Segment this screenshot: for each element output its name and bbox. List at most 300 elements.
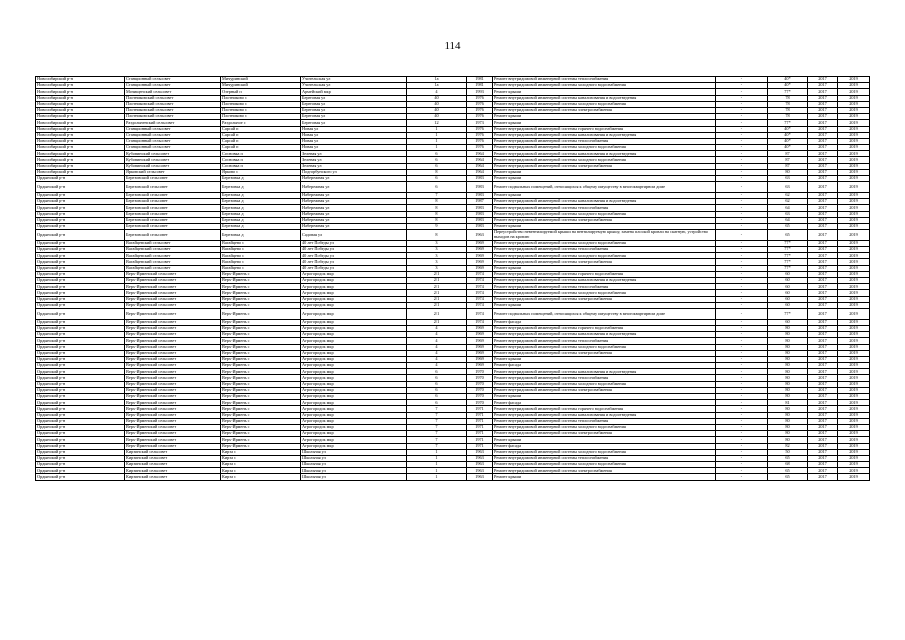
year-cell: 1976 (467, 101, 493, 107)
district-cell: Новосибирский р-н (36, 114, 125, 120)
settlement-cell: Вагайцево с (221, 259, 301, 265)
year-cell: 1970 (467, 381, 493, 387)
settlement-cell: Ярково с (221, 169, 301, 175)
district-cell: Ордынский р-н (36, 468, 125, 474)
wear-cell: 40* (768, 77, 808, 83)
year-cell: 1963 (467, 474, 493, 480)
year-cell: 1963 (467, 230, 493, 241)
cost-cell: - (716, 182, 768, 193)
end-year-cell: 2019 (838, 431, 870, 437)
municipality-cell: Верх-Ирменский сельсовет (125, 278, 221, 284)
year-cell: 1964 (467, 151, 493, 157)
end-year-cell: 2019 (838, 474, 870, 480)
house-cell: 40 (407, 101, 467, 107)
start-year-cell: 2017 (808, 77, 838, 83)
district-cell: Ордынский р-н (36, 325, 125, 331)
end-year-cell: 2019 (838, 132, 870, 138)
end-year-cell: 2019 (838, 182, 870, 193)
wear-cell: 77* (768, 240, 808, 246)
start-year-cell: 2017 (808, 247, 838, 253)
street-cell: Береговая ул (301, 114, 407, 120)
settlement-cell: Березовка д (221, 199, 301, 205)
settlement-cell: Верх-Ирмень с (221, 356, 301, 362)
work-type-cell: Ремонт крыши (493, 169, 716, 175)
end-year-cell: 2019 (838, 211, 870, 217)
start-year-cell: 2017 (808, 199, 838, 205)
municipality-cell: Верх-Ирменский сельсовет (125, 369, 221, 375)
work-type-cell: Ремонт крыши (493, 474, 716, 480)
cost-cell: - (716, 394, 768, 400)
municipality-cell: Березовский сельсовет (125, 211, 221, 217)
settlement-cell: Березовка д (221, 211, 301, 217)
settlement-cell: Вагайцево с (221, 247, 301, 253)
house-cell: 3 (407, 247, 467, 253)
house-cell: 6 (407, 400, 467, 406)
cost-cell: - (716, 95, 768, 101)
street-cell: 40 лет Победы ул (301, 259, 407, 265)
year-cell: 1973 (467, 120, 493, 126)
start-year-cell: 2017 (808, 424, 838, 430)
house-cell: 1 (407, 138, 467, 144)
year-cell: 1971 (467, 443, 493, 449)
district-cell: Ордынский р-н (36, 338, 125, 344)
wear-cell: 78 (768, 95, 808, 101)
work-type-cell: Ремонт крыши (493, 89, 716, 95)
municipality-cell: Березовский сельсовет (125, 199, 221, 205)
end-year-cell: 2019 (838, 278, 870, 284)
house-cell: 6 (407, 387, 467, 393)
street-cell: Агрогородок мкр (301, 394, 407, 400)
wear-cell: 63 (768, 182, 808, 193)
end-year-cell: 2019 (838, 369, 870, 375)
start-year-cell: 2017 (808, 443, 838, 449)
start-year-cell: 2017 (808, 369, 838, 375)
settlement-cell: Кирза с (221, 449, 301, 455)
work-type-cell: Ремонт внутридомовой инженерной системы холодного водоснабжения (493, 344, 716, 350)
municipality-cell: Кубовинский сельсовет (125, 163, 221, 169)
work-type-cell: Ремонт крыши (493, 223, 716, 229)
work-type-cell: Ремонт внутридомовой инженерной системы канализования и водоотведения (493, 369, 716, 375)
street-cell: Новая ул (301, 145, 407, 151)
wear-cell: 87 (768, 157, 808, 163)
start-year-cell: 2017 (808, 437, 838, 443)
street-cell: Агрогородок мкр (301, 308, 407, 319)
municipality-cell: Верх-Ирменский сельсовет (125, 344, 221, 350)
year-cell: 1970 (467, 394, 493, 400)
cost-cell: - (716, 424, 768, 430)
street-cell: Агрогородок мкр (301, 284, 407, 290)
settlement-cell: Кирза с (221, 474, 301, 480)
wear-cell: 80 (768, 369, 808, 375)
end-year-cell: 2019 (838, 387, 870, 393)
cost-cell: - (716, 437, 768, 443)
cost-cell: - (716, 253, 768, 259)
district-cell: Ордынский р-н (36, 375, 125, 381)
district-cell: Ордынский р-н (36, 211, 125, 217)
settlement-cell: Плотниково с (221, 95, 301, 101)
settlement-cell: Верх-Ирмень с (221, 387, 301, 393)
start-year-cell: 2017 (808, 455, 838, 461)
municipality-cell: Березовский сельсовет (125, 217, 221, 223)
capital-repair-table (35, 76, 870, 481)
street-cell: Агрогородок мкр (301, 363, 407, 369)
district-cell: Ордынский р-н (36, 290, 125, 296)
district-cell: Ордынский р-н (36, 278, 125, 284)
year-cell: 1981 (467, 77, 493, 83)
wear-cell: 80 (768, 356, 808, 362)
district-cell: Ордынский р-н (36, 394, 125, 400)
end-year-cell: 2019 (838, 394, 870, 400)
end-year-cell: 2019 (838, 363, 870, 369)
end-year-cell: 2019 (838, 344, 870, 350)
settlement-cell: Верх-Ирмень с (221, 400, 301, 406)
cost-cell: - (716, 230, 768, 241)
end-year-cell: 2019 (838, 350, 870, 356)
settlement-cell: Сарсай п (221, 132, 301, 138)
house-cell: 6 (407, 381, 467, 387)
house-cell: 7 (407, 418, 467, 424)
settlement-cell: Верх-Ирмень с (221, 271, 301, 277)
wear-cell: 63 (768, 176, 808, 182)
start-year-cell: 2017 (808, 176, 838, 182)
cost-cell: - (716, 259, 768, 265)
cost-cell: - (716, 462, 768, 468)
house-cell: 40 (407, 95, 467, 101)
end-year-cell: 2019 (838, 199, 870, 205)
cost-cell: - (716, 387, 768, 393)
wear-cell: 87 (768, 163, 808, 169)
municipality-cell: Верх-Ирменский сельсовет (125, 325, 221, 331)
settlement-cell: Сарсай п (221, 138, 301, 144)
year-cell: 1971 (467, 424, 493, 430)
work-type-cell: Ремонт внутридомовой инженерной системы горячего водоснабжения (493, 406, 716, 412)
start-year-cell: 2017 (808, 412, 838, 418)
year-cell: 1969 (467, 356, 493, 362)
settlement-cell: Верх-Ирмень с (221, 412, 301, 418)
house-cell: 7 (407, 431, 467, 437)
settlement-cell: Верх-Ирмень с (221, 406, 301, 412)
municipality-cell: Кубовинский сельсовет (125, 151, 221, 157)
house-cell: 1а (407, 83, 467, 89)
year-cell: 1987 (467, 199, 493, 205)
wear-cell: 40* (768, 145, 808, 151)
start-year-cell: 2017 (808, 240, 838, 246)
district-cell: Новосибирский р-н (36, 107, 125, 113)
end-year-cell: 2019 (838, 151, 870, 157)
end-year-cell: 2019 (838, 138, 870, 144)
start-year-cell: 2017 (808, 205, 838, 211)
settlement-cell: Верх-Ирмень с (221, 363, 301, 369)
street-cell: Агрогородок мкр (301, 302, 407, 308)
start-year-cell: 2017 (808, 474, 838, 480)
work-type-cell: Ремонт фасада (493, 443, 716, 449)
municipality-cell: Березовский сельсовет (125, 223, 221, 229)
cost-cell: - (716, 431, 768, 437)
start-year-cell: 2017 (808, 192, 838, 198)
end-year-cell: 2019 (838, 400, 870, 406)
year-cell: 1976 (467, 132, 493, 138)
start-year-cell: 2017 (808, 284, 838, 290)
cost-cell: - (716, 350, 768, 356)
end-year-cell: 2019 (838, 217, 870, 223)
house-cell: 6 (407, 163, 467, 169)
work-type-cell: Ремонт внутридомовой инженерной системы канализования и водоотведения (493, 132, 716, 138)
municipality-cell: Верх-Ирменский сельсовет (125, 418, 221, 424)
wear-cell: 65 (768, 455, 808, 461)
settlement-cell: Кирза с (221, 455, 301, 461)
year-cell: 1969 (467, 259, 493, 265)
cost-cell: - (716, 145, 768, 151)
wear-cell: 40* (768, 138, 808, 144)
work-type-cell: Ремонт внутридомовой инженерной системы канализования и водоотведения (493, 278, 716, 284)
year-cell: 1969 (467, 363, 493, 369)
settlement-cell: Плотниково с (221, 114, 301, 120)
house-cell: 6 (407, 176, 467, 182)
district-cell: Ордынский р-н (36, 205, 125, 211)
street-cell: Береговая ул (301, 120, 407, 126)
start-year-cell: 2017 (808, 83, 838, 89)
house-cell: 1 (407, 474, 467, 480)
settlement-cell: Верх-Ирмень с (221, 350, 301, 356)
district-cell: Ордынский р-н (36, 308, 125, 319)
wear-cell: 60 (768, 296, 808, 302)
district-cell: Ордынский р-н (36, 319, 125, 325)
house-cell: 3 (407, 265, 467, 271)
wear-cell: 60 (768, 302, 808, 308)
street-cell: Агрогородок мкр (301, 338, 407, 344)
settlement-cell: Верх-Ирмень с (221, 338, 301, 344)
wear-cell: 77* (768, 89, 808, 95)
street-cell: Новая ул (301, 138, 407, 144)
year-cell: 1981 (467, 83, 493, 89)
year-cell: 1974 (467, 319, 493, 325)
street-cell: Агрогородок мкр (301, 437, 407, 443)
start-year-cell: 2017 (808, 400, 838, 406)
work-type-cell: Ремонт крыши (493, 265, 716, 271)
end-year-cell: 2019 (838, 356, 870, 362)
wear-cell: 77* (768, 120, 808, 126)
cost-cell: - (716, 192, 768, 198)
street-cell: Агрогородок мкр (301, 296, 407, 302)
table-row (36, 182, 870, 193)
cost-cell: - (716, 120, 768, 126)
work-type-cell: Переустройство невентилируемой крыши на вентилируемую крышу, замена плоской кровли на скатную, устройство выходов на кровлю (493, 230, 716, 241)
house-cell: 4 (407, 332, 467, 338)
house-cell: 4 (407, 363, 467, 369)
municipality-cell: Мочищенский сельсовет (125, 89, 221, 95)
street-cell: Зеленая ул (301, 163, 407, 169)
cost-cell: - (716, 406, 768, 412)
cost-cell: - (716, 443, 768, 449)
start-year-cell: 2017 (808, 217, 838, 223)
district-cell: Ордынский р-н (36, 381, 125, 387)
year-cell: 1974 (467, 302, 493, 308)
year-cell: 1974 (467, 290, 493, 296)
municipality-cell: Раздольненский сельсовет (125, 120, 221, 126)
cost-cell: - (716, 101, 768, 107)
wear-cell: 50 (768, 449, 808, 455)
municipality-cell: Верх-Ирменский сельсовет (125, 308, 221, 319)
district-cell: Ордынский р-н (36, 424, 125, 430)
work-type-cell: Ремонт внутридомовой инженерной системы теплоснабжения (493, 455, 716, 461)
district-cell: Новосибирский р-н (36, 120, 125, 126)
year-cell: 1963 (467, 468, 493, 474)
settlement-cell: Верх-Ирмень с (221, 332, 301, 338)
street-cell: Агрогородок мкр (301, 271, 407, 277)
district-cell: Новосибирский р-н (36, 138, 125, 144)
settlement-cell: Верх-Ирмень с (221, 437, 301, 443)
work-type-cell: Ремонт внутридомовой инженерной системы электроснабжения (493, 259, 716, 265)
settlement-cell: Сосновка п (221, 151, 301, 157)
house-cell: 7 (407, 412, 467, 418)
house-cell: 1 (407, 449, 467, 455)
work-type-cell: Ремонт внутридомовой инженерной системы электроснабжения (493, 350, 716, 356)
year-cell: 1976 (467, 138, 493, 144)
start-year-cell: 2017 (808, 296, 838, 302)
district-cell: Ордынский р-н (36, 406, 125, 412)
wear-cell: 80 (768, 325, 808, 331)
municipality-cell: Плотниковский сельсовет (125, 95, 221, 101)
start-year-cell: 2017 (808, 290, 838, 296)
settlement-cell: Вагайцево с (221, 240, 301, 246)
work-type-cell: Ремонт внутридомовой инженерной системы канализования и водоотведения (493, 412, 716, 418)
street-cell: Набережная ул (301, 211, 407, 217)
work-type-cell: Ремонт внутридомовой инженерной системы теплоснабжения (493, 138, 716, 144)
cost-cell: - (716, 138, 768, 144)
wear-cell: 77* (768, 253, 808, 259)
end-year-cell: 2019 (838, 259, 870, 265)
street-cell: Учительская ул (301, 77, 407, 83)
cost-cell: - (716, 381, 768, 387)
cost-cell: - (716, 132, 768, 138)
work-type-cell: Ремонт крыши (493, 356, 716, 362)
start-year-cell: 2017 (808, 302, 838, 308)
house-cell: 7 (407, 192, 467, 198)
wear-cell: 68 (768, 462, 808, 468)
street-cell: Набережная ул (301, 182, 407, 193)
settlement-cell: Раздольное с (221, 120, 301, 126)
end-year-cell: 2019 (838, 455, 870, 461)
year-cell: 1983 (467, 223, 493, 229)
year-cell: 1976 (467, 145, 493, 151)
cost-cell: - (716, 418, 768, 424)
wear-cell: 60 (768, 290, 808, 296)
house-cell: 7 (407, 406, 467, 412)
end-year-cell: 2019 (838, 169, 870, 175)
district-cell: Новосибирский р-н (36, 126, 125, 132)
work-type-cell: Ремонт крыши (493, 192, 716, 198)
district-cell: Ордынский р-н (36, 259, 125, 265)
year-cell: 1983 (467, 176, 493, 182)
settlement-cell: Березовка д (221, 230, 301, 241)
year-cell: 1983 (467, 192, 493, 198)
start-year-cell: 2017 (808, 363, 838, 369)
settlement-cell: Сосновка п (221, 163, 301, 169)
end-year-cell: 2019 (838, 89, 870, 95)
cost-cell: - (716, 356, 768, 362)
cost-cell: - (716, 271, 768, 277)
district-cell: Ордынский р-н (36, 217, 125, 223)
cost-cell: - (716, 157, 768, 163)
wear-cell: 65 (768, 230, 808, 241)
end-year-cell: 2019 (838, 338, 870, 344)
house-cell: 4 (407, 344, 467, 350)
district-cell: Ордынский р-н (36, 240, 125, 246)
year-cell: 1974 (467, 296, 493, 302)
wear-cell: 80 (768, 375, 808, 381)
house-cell: 8 (407, 169, 467, 175)
street-cell: Школьная ул (301, 449, 407, 455)
start-year-cell: 2017 (808, 350, 838, 356)
start-year-cell: 2017 (808, 325, 838, 331)
settlement-cell: Кирза с (221, 462, 301, 468)
wear-cell: 65 (768, 474, 808, 480)
year-cell: 1969 (467, 253, 493, 259)
end-year-cell: 2019 (838, 163, 870, 169)
municipality-cell: Березовский сельсовет (125, 176, 221, 182)
cost-cell: - (716, 449, 768, 455)
municipality-cell: Верх-Ирменский сельсовет (125, 296, 221, 302)
house-cell: 8 (407, 217, 467, 223)
start-year-cell: 2017 (808, 332, 838, 338)
wear-cell: 80 (768, 381, 808, 387)
year-cell: 1969 (467, 338, 493, 344)
start-year-cell: 2017 (808, 271, 838, 277)
start-year-cell: 2017 (808, 308, 838, 319)
end-year-cell: 2019 (838, 443, 870, 449)
municipality-cell: Станционный сельсовет (125, 138, 221, 144)
street-cell: Агрогородок мкр (301, 369, 407, 375)
settlement-cell: Березовка д (221, 192, 301, 198)
year-cell: 1976 (467, 95, 493, 101)
end-year-cell: 2019 (838, 95, 870, 101)
start-year-cell: 2017 (808, 114, 838, 120)
settlement-cell: Верх-Ирмень с (221, 418, 301, 424)
start-year-cell: 2017 (808, 157, 838, 163)
district-cell: Ордынский р-н (36, 431, 125, 437)
wear-cell: 80 (768, 169, 808, 175)
start-year-cell: 2017 (808, 259, 838, 265)
work-type-cell: Ремонт внутридомовой инженерной системы теплоснабжения (493, 77, 716, 83)
cost-cell: - (716, 199, 768, 205)
start-year-cell: 2017 (808, 132, 838, 138)
work-type-cell: Ремонт фасада (493, 363, 716, 369)
house-cell: 7 (407, 443, 467, 449)
house-cell: 3 (407, 259, 467, 265)
end-year-cell: 2019 (838, 437, 870, 443)
settlement-cell: Мичуринский (221, 77, 301, 83)
end-year-cell: 2019 (838, 290, 870, 296)
wear-cell: 60 (768, 271, 808, 277)
work-type-cell: Ремонт подвальных помещений, относящихся к общему имуществу в многоквартирном доме (493, 308, 716, 319)
end-year-cell: 2019 (838, 247, 870, 253)
settlement-cell: Верх-Ирмень с (221, 431, 301, 437)
wear-cell: 80 (768, 338, 808, 344)
district-cell: Ордынский р-н (36, 192, 125, 198)
district-cell: Ордынский р-н (36, 344, 125, 350)
end-year-cell: 2019 (838, 325, 870, 331)
start-year-cell: 2017 (808, 145, 838, 151)
house-cell: 1 (407, 145, 467, 151)
work-type-cell: Ремонт внутридомовой инженерной системы электроснабжения (493, 468, 716, 474)
settlement-cell: Березовка д (221, 205, 301, 211)
municipality-cell: Станционный сельсовет (125, 83, 221, 89)
end-year-cell: 2019 (838, 83, 870, 89)
street-cell: 40 лет Победы ул (301, 265, 407, 271)
table-row (36, 474, 870, 480)
work-type-cell: Ремонт внутридомовой инженерной системы холодного водоснабжения (493, 424, 716, 430)
municipality-cell: Верх-Ирменский сельсовет (125, 424, 221, 430)
